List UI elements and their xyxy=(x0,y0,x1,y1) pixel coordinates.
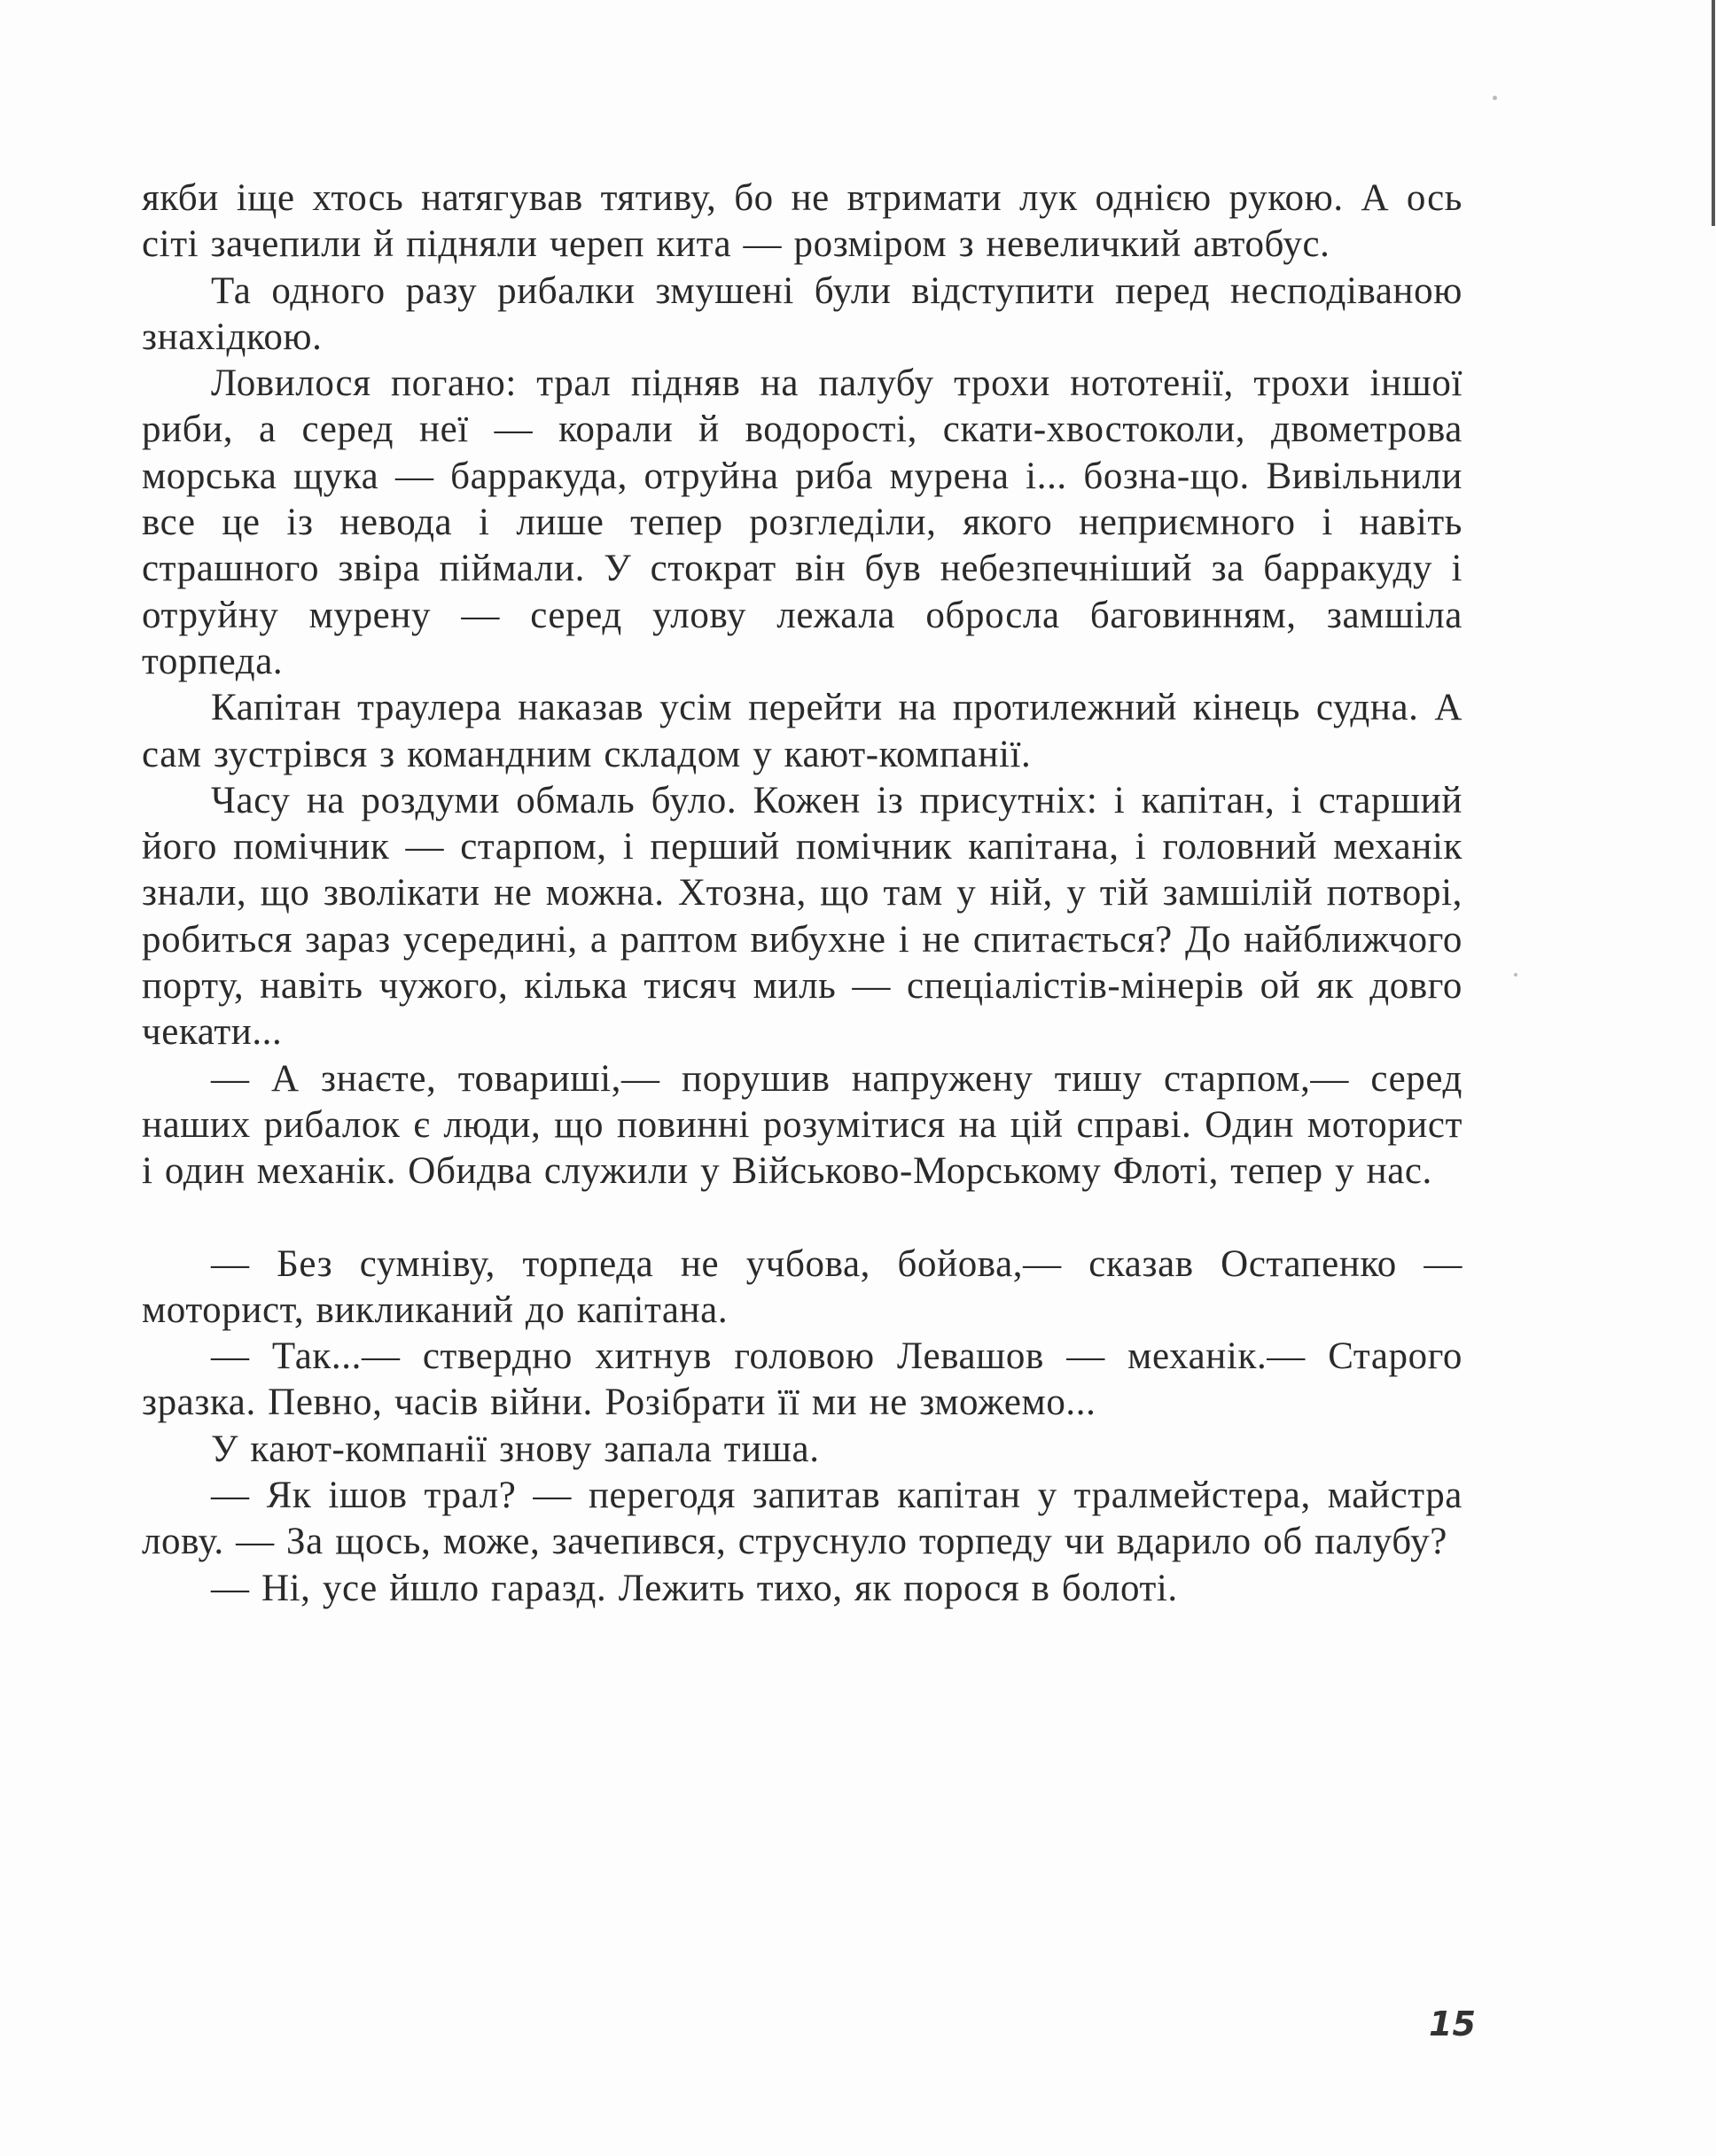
dialogue-paragraph: — Без сумніву, торпеда не учбова, бойова,— сказав Остапенко — моторист, викликаний до капітана. xyxy=(142,1242,1462,1331)
page-body xyxy=(142,175,1462,1612)
dialogue-paragraph: — Ні, усе йшло гаразд. Лежить тихо, як порося в болоті. xyxy=(211,1567,1178,1609)
paragraph: У кают-компанії знову запала тиша. xyxy=(211,1428,820,1470)
paragraph: Та одного разу рибалки змушені були відступити перед несподіваною знахідкою. xyxy=(142,269,1462,358)
dialogue-paragraph: — А знаєте, товариші,— порушив напружену тишу старпом,— серед наших рибалок є люди, що повинні розумітися на цій справі. Один моторист і один механік. Обидва служили у Військово-Морському Флоті, тепер у нас. xyxy=(142,1057,1462,1193)
scan-edge-line xyxy=(1712,0,1715,226)
scan-speck xyxy=(1493,96,1497,100)
scan-speck xyxy=(1514,973,1517,977)
paragraph: Ловилося погано: трал підняв на палубу трохи нототенії, трохи іншої риби, а серед неї — корали й водорості, скати-хвостоколи, двометрова морська щука — барракуда, отруйна риба мурена і... бозна-що. Вивільнили все це із невода і лише тепер розгледіли, якого неприємного і навіть страшного звіра піймали. У стократ він був небезпечніший за барракуду і отруйну мурену — серед улову лежала обросла баговинням, замшіла торпеда. xyxy=(142,362,1462,682)
paragraph: якби іще хтось натягував тятиву, бо не втримати лук однією рукою. А ось сіті зачепили й підняли череп кита — розміром з невеличкий автобус. xyxy=(142,177,1462,266)
page-number: 15 xyxy=(1429,2004,1476,2043)
paragraph: Часу на роздуми обмаль було. Кожен із присутніх: і капітан, і старший його помічник — старпом, і перший помічник капітана, і головний механік знали, що зволікати не можна. Хтозна, що там у ній, у тій замшілій потворі, робиться зараз усередині, а раптом вибухне і не спитається? До найближчого порту, навіть чужого, кілька тисяч миль — спеціалістів-мінерів ой як довго чекати... xyxy=(142,779,1462,1054)
dialogue-paragraph: — Так...— ствердно хитнув головою Левашов — механік.— Старого зразка. Певно, часів війни. Розібрати її ми не зможемо... xyxy=(142,1335,1462,1424)
paragraph: Капітан траулера наказав усім перейти на протилежний кінець судна. А сам зустрівся з командним складом у кают-компанії. xyxy=(142,687,1462,775)
dialogue-paragraph: — Як ішов трал? — перегодя запитав капітан у тралмейстера, майстра лову. — За щось, може, зачепився, струснуло торпеду чи вдарило об палубу? xyxy=(142,1475,1462,1563)
